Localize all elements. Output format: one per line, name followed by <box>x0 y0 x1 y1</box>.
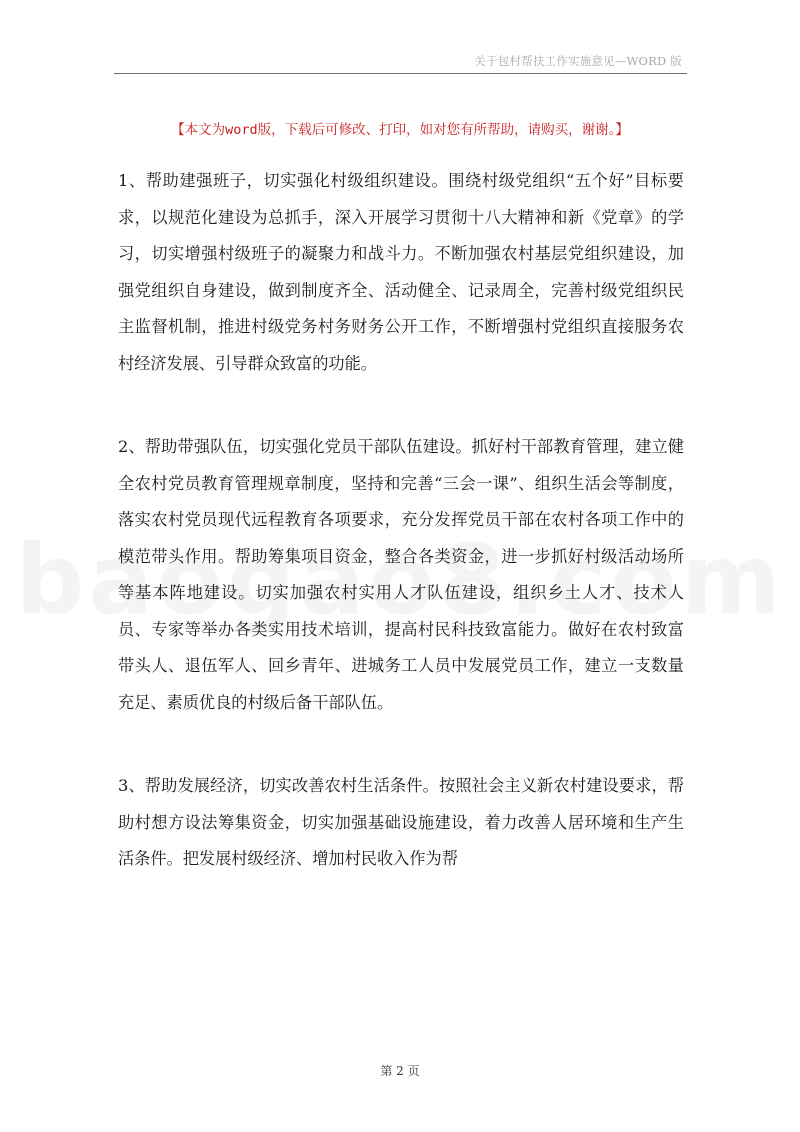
paragraph-2: 2、帮助带强队伍，切实强化党员干部队伍建设。抓好村干部教育管理，建立健全农村党员教育管理规章制度，坚持和完善“三会一课”、组织生活会等制度，落实农村党员现代远程教育各项要求，充分发挥党员干部在农村各项工作中的模范带头作用。帮助筹集项目资金，整合各类资金，进一步抓好村级活动场所等基本阵地建设。切实加强农村实用人才队伍建设，组织乡土人才、技术人员、专家等举办各类实用技术培训，提高村民科技致富能力。做好在农村致富带头人、退伍军人、回乡青年、进城务工人员中发展党员工作，建立一支数量充足、素质优良的村级后备干部队伍。 <box>118 437 684 712</box>
page-number: 第 2 页 <box>380 1064 420 1078</box>
paragraph-1: 1、帮助建强班子，切实强化村级组织建设。围绕村级党组织“五个好”目标要求，以规范化建设为总抓手，深入开展学习贯彻十八大精神和新《党章》的学习，切实增强村级班子的凝聚力和战斗力。不断加强农村基层党组织建设，加强党组织自身建设，做到制度齐全、活动健全、记录周全，完善村级党组织民主监督机制，推进村级党务村务财务公开工作，不断增强村党组织直接服务农村经济发展、引导群众致富的功能。 <box>118 171 684 373</box>
document-header-title: 关于包村帮扶工作实施意见—WORD 版 <box>474 54 682 68</box>
document-body <box>118 163 684 925</box>
paragraph-3: 3、帮助发展经济，切实改善农村生活条件。按照社会主义新农村建设要求，帮助村想方设法筹集资金，切实加强基础设施建设，着力改善人居环境和生产生活条件。把发展村级经济、增加村民收入作为帮 <box>118 776 684 868</box>
download-notice: 【本文为word版，下载后可修改、打印，如对您有所帮助，请购买，谢谢。】 <box>171 122 629 138</box>
header-divider <box>114 73 687 74</box>
